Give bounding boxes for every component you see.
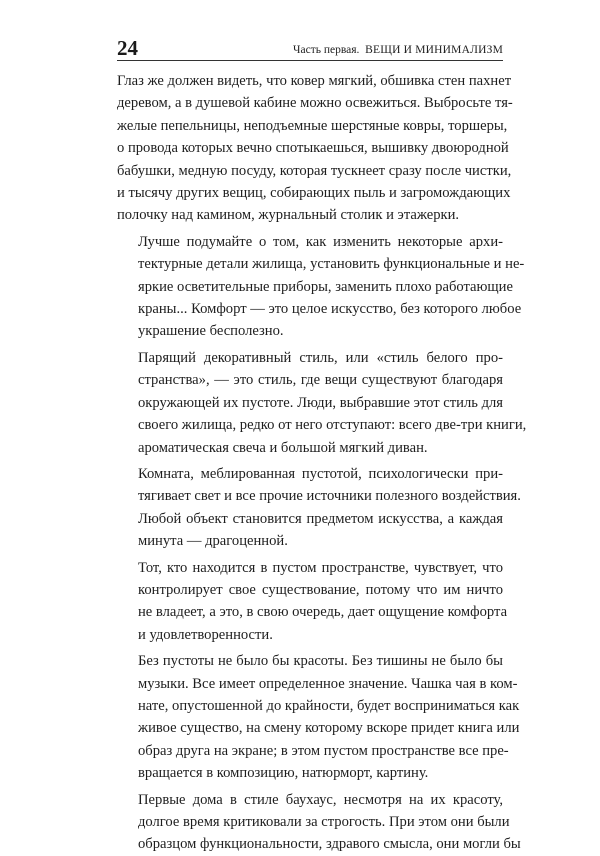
paragraph <box>117 650 520 784</box>
running-head-chapter: ВЕЩИ И МИНИМАЛИЗМ <box>365 44 503 56</box>
text-line: окружающей их пустоте. Люди, выбравшие этот стиль для <box>138 394 503 411</box>
paragraph <box>117 789 521 856</box>
text-line: желые пепельницы, неподъемные шерстяные ковры, торшеры, <box>117 117 508 134</box>
text-line: Тот, кто находится в пустом пространстве, чувствует, что <box>138 559 503 576</box>
text-line: нате, опустошенной до крайности, будет восприниматься как <box>138 697 520 714</box>
text-line: полочку над камином, журнальный столик и этажерки. <box>117 207 460 224</box>
paragraph <box>117 70 513 227</box>
paragraph <box>117 231 525 343</box>
text-line: музыки. Все имеет определенное значение. Чашка чая в ком- <box>138 675 518 692</box>
text-line: украшение бесполезно. <box>138 323 284 340</box>
page-header <box>117 36 503 66</box>
text-line: образ друга на экране; в этом пустом пространстве все пре- <box>138 742 509 759</box>
paragraph <box>117 557 508 647</box>
text-line: Комната, меблированная пустотой, психологически при- <box>138 465 503 482</box>
text-line: не владеет, а это, в свою очередь, дает ощущение комфорта <box>138 604 508 621</box>
text-line: живое существо, на смену которому вскоре придет книга или <box>138 720 520 737</box>
text-line: тектурные детали жилища, установить функциональные и не- <box>138 256 525 273</box>
text-line: краны... Комфорт — это целое искусство, без которого любое <box>138 301 522 318</box>
page-number: 24 <box>117 36 138 60</box>
text-line: деревом, а в душевой кабине можно освежиться. Выбросьте тя- <box>117 95 513 112</box>
text-line: Глаз же должен видеть, что ковер мягкий, обшивка стен пахнет <box>117 73 512 89</box>
text-line: образцом функциональности, здравого смысла, они могли бы <box>138 836 521 853</box>
text-line: Первые дома в стиле баухаус, несмотря на их красоту, <box>138 791 503 808</box>
text-line: Любой объект становится предметом искусства, а каждая <box>138 510 503 527</box>
body-text <box>117 70 527 856</box>
text-line: ароматическая свеча и большой мягкий диван. <box>138 439 428 456</box>
header-rule <box>117 60 503 61</box>
text-line: и тысячу других вещиц, собирающих пыль и загромождающих <box>117 185 511 202</box>
text-line: минута — драгоценной. <box>138 533 288 550</box>
text-line: своего жилища, редко от него отступают: всего две-три книги, <box>138 417 527 434</box>
text-line: странства», — это стиль, где вещи существуют благодаря <box>138 372 503 389</box>
text-line: и удовлетворенности. <box>138 626 273 643</box>
running-head <box>293 43 503 57</box>
text-line: вращается в композицию, натюрморт, картину. <box>138 765 429 782</box>
text-line: бабушки, медную посуду, которая тускнеет сразу после чистки, <box>117 162 512 179</box>
text-line: контролирует свое существование, потому что им ничто <box>138 581 503 598</box>
running-head-part: Часть первая. <box>293 44 360 56</box>
text-line: яркие осветительные приборы, заменить плохо работающие <box>138 278 513 295</box>
paragraph <box>117 463 521 553</box>
text-line: о провода которых вечно спотыкаешься, вышивку двоюродной <box>117 140 509 157</box>
text-line: долгое время критиковали за строгость. При этом они были <box>138 814 510 830</box>
text-line: тягивает свет и все прочие источники полезного воздействия. <box>138 488 521 505</box>
text-line: Лучше подумайте о том, как изменить некоторые архи- <box>138 233 503 250</box>
text-line: Парящий декоративный стиль, или «стиль белого про- <box>138 349 503 366</box>
paragraph <box>117 347 527 459</box>
text-line: Без пустоты не было бы красоты. Без тишины не было бы <box>138 653 503 670</box>
